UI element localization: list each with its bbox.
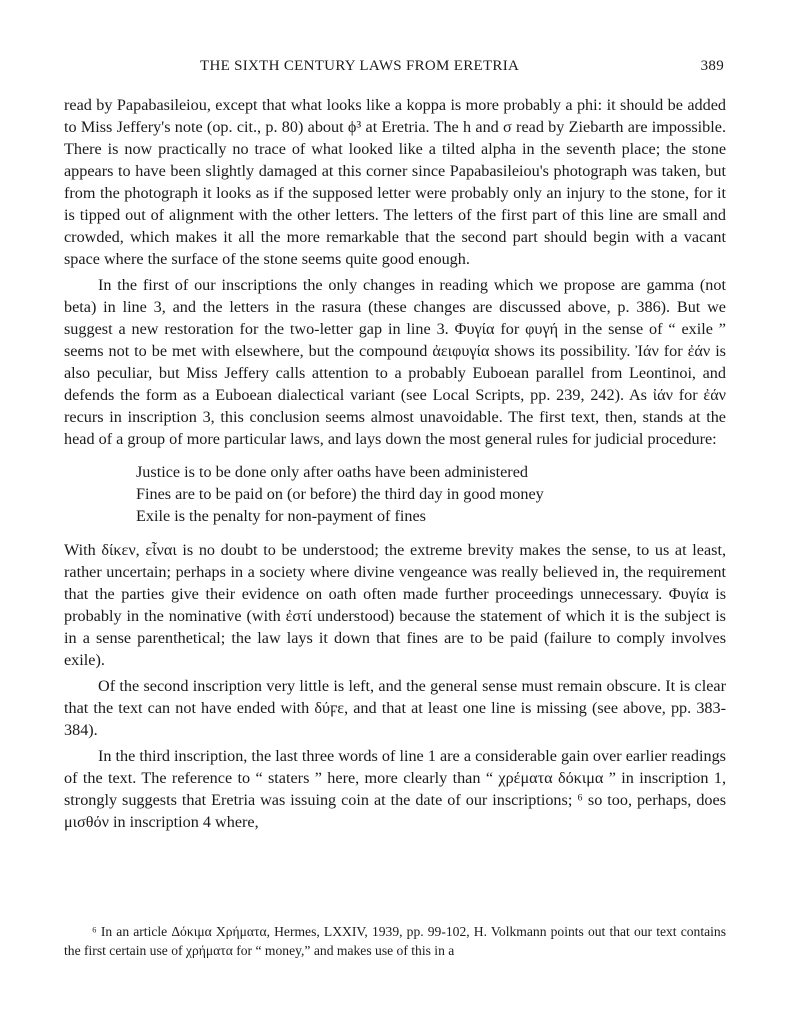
footnote: ⁶ In an article Δόκιμα Χρήματα, Hermes, LXXIV, 1939, pp. 99-102, H. Volkmann points out that our text contains the first certain use of χρήματα for “ money,” and makes use of this in a — [64, 924, 726, 958]
paragraph: In the third inscription, the last three words of line 1 are a considerable gain over earlier readings of the text. The reference to “ staters ” here, more clearly than “ χρέματα δόκιμα ” in inscription 1, strongly suggests that Eretria was issuing coin at the date of our inscriptions; ⁶ so too, perhaps, does μισθόν in inscription 4 where, — [64, 747, 726, 831]
quoted-law-summary — [136, 461, 726, 527]
running-title: THE SIXTH CENTURY LAWS FROM ERETRIA — [200, 58, 520, 74]
paragraph-continued: read by Papabasileiou, except that what looks like a koppa is more probably a phi: it should be added to Miss Jeffery's note (op. cit., p. 80) about ϕ³ at Eretria. The h and σ read by Ziebarth are impossible. There is now practically no trace of what looked like a tilted alpha in the seventh place; the stone appears to have been slightly damaged at this corner since Papabasileiou's photograph was taken, but from the photograph it looks as if the supposed letter were probably only an injury to the stone, for it is tipped out of alignment with the other letters. The letters of the first part of this line are small and crowded, which makes it all the more remarkable that the second part should begin with a vacant space where the surface of the stone seems quite good enough. — [64, 96, 726, 268]
page-number: 389 — [700, 58, 724, 74]
quote-line: Fines are to be paid on (or before) the third day in good money — [136, 485, 544, 503]
paragraph: Of the second inscription very little is left, and the general sense must remain obscure. It is clear that the text can not have ended with δύϝε, and that at least one line is missing (see above, pp. 383-384). — [64, 677, 726, 739]
quote-line: Justice is to be done only after oaths have been administered — [136, 463, 528, 481]
running-header — [64, 58, 724, 82]
quote-line: Exile is the penalty for non-payment of fines — [136, 507, 426, 525]
body-text — [64, 94, 726, 833]
paragraph: With δίκεν, εἶναι is no doubt to be understood; the extreme brevity makes the sense, to us at least, rather uncertain; perhaps in a society where divine vengeance was really believed in, the requirement that the parties give their evidence on oath often made further proceedings unnecessary. Φυγία is probably in the nominative (with ἐστί understood) because the statement of which it is the subject is in a sense parenthetical; the law lays it down that fines are to be paid (failure to comply involves exile). — [64, 541, 726, 669]
paragraph: In the first of our inscriptions the only changes in reading which we propose are gamma (not beta) in line 3, and the letters in the rasura (these changes are discussed above, p. 386). But we suggest a new restoration for the two-letter gap in line 3. Φυγία for φυγή in the sense of “ exile ” seems not to be met with elsewhere, but the compound ἀειφυγία shows its possibility. Ἰάν for ἐάν is also peculiar, but Miss Jeffery calls attention to a probably Euboean parallel from Leontinoi, and defends the form as a Euboean dialectical variant (see Local Scripts, pp. 239, 242). As ἰάν for ἐάν recurs in inscription 3, this conclusion seems almost unavoidable. The first text, then, stands at the head of a group of more particular laws, and lays down the most general rules for judicial procedure: — [64, 276, 726, 448]
